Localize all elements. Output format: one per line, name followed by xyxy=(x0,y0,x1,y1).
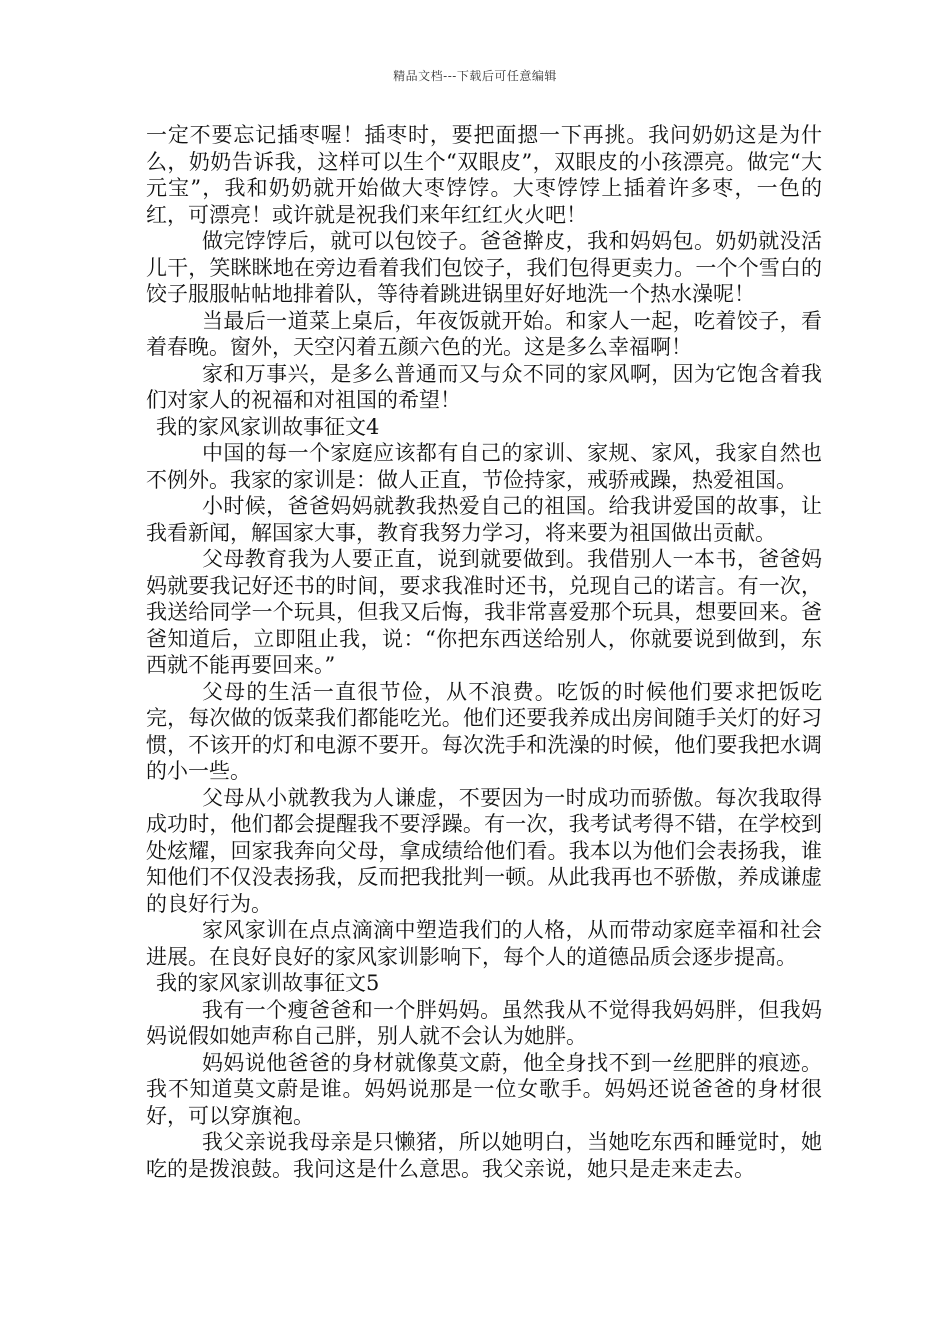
paragraph: 当最后一道菜上桌后，年夜饭就开始。和家人一起，吃着饺子，看着春晚。窗外，天空闪着五颜六色的光。这是多么幸福啊！ xyxy=(146,308,822,359)
page-header: 精品文档---下载后可任意编辑 xyxy=(393,69,557,83)
paragraph: 家风家训在点点滴滴中塑造我们的人格，从而带动家庭幸福和社会进展。在良好良好的家风家训影响下，每个人的道德品质会逐步提高。 xyxy=(146,918,822,969)
document-body xyxy=(146,122,822,1182)
paragraph: 家和万事兴，是多么普通而又与众不同的家风啊，因为它饱含着我们对家人的祝福和对祖国的希望！ xyxy=(146,361,822,412)
paragraph: 妈妈说他爸爸的身材就像莫文蔚，他全身找不到一丝肥胖的痕迹。我不知道莫文蔚是谁。妈妈说那是一位女歌手。妈妈还说爸爸的身材很好，可以穿旗袍。 xyxy=(146,1050,822,1128)
paragraph: 一定不要忘记插枣喔！插枣时，要把面摁一下再挑。我问奶奶这是为什么，奶奶告诉我，这样可以生个“双眼皮”，双眼皮的小孩漂亮。做完“大元宝”，我和奶奶就开始做大枣饽饽。大枣饽饽上插着许多枣，一色的红，可漂亮！或许就是祝我们来年红红火火吧！ xyxy=(146,123,822,227)
paragraph: 做完饽饽后，就可以包饺子。爸爸擀皮，我和妈妈包。奶奶就没活儿干，笑眯眯地在旁边看着我们包饺子，我们包得更卖力。一个个雪白的饺子服服帖帖地排着队，等待着跳进锅里好好地洗一个热水澡呢！ xyxy=(146,229,822,306)
paragraph: 小时候，爸爸妈妈就教我热爱自己的祖国。给我讲爱国的故事，让我看新闻，解国家大事，教育我努力学习，将来要为祖国做出贡献。 xyxy=(146,494,822,545)
section-heading: 我的家风家训故事征文5 xyxy=(156,971,380,995)
paragraph: 父母从小就教我为人谦虚，不要因为一时成功而骄傲。每次我取得成功时，他们都会提醒我不要浮躁。有一次，我考试考得不错，在学校到处炫耀，回家我奔向父母，拿成绩给他们看。我本以为他们会表扬我，谁知他们不仅没表扬我，反而把我批判一顿。从此我再也不骄傲，养成谦虚的良好行为。 xyxy=(146,785,822,916)
paragraph: 父母教育我为人要正直，说到就要做到。我借别人一本书，爸爸妈妈就要我记好还书的时间，要求我准时还书，兑现自己的诺言。有一次，我送给同学一个玩具，但我又后悔，我非常喜爱那个玩具，想要回来。爸爸知道后，立即阻止我，说：“你把东西送给别人，你就要说到做到，东西就不能再要回来。” xyxy=(146,547,822,677)
paragraph: 我有一个瘦爸爸和一个胖妈妈。虽然我从不觉得我妈妈胖，但我妈妈说假如她声称自己胖，别人就不会认为她胖。 xyxy=(146,997,822,1048)
paragraph: 父母的生活一直很节俭，从不浪费。吃饭的时候他们要求把饭吃完，每次做的饭菜我们都能吃光。他们还要我养成出房间随手关灯的好习惯，不该开的灯和电源不要开。每次洗手和洗澡的时候，他们要我把水调的小一些。 xyxy=(146,679,822,783)
section-heading: 我的家风家训故事征文4 xyxy=(156,414,380,439)
paragraph: 我父亲说我母亲是只懒猪，所以她明白，当她吃东西和睡觉时，她吃的是拨浪鼓。我问这是什么意思。我父亲说，她只是走来走去。 xyxy=(146,1130,822,1181)
paragraph: 中国的每一个家庭应该都有自己的家训、家规、家风，我家自然也不例外。我家的家训是：做人正直，节俭持家，戒骄戒躁，热爱祖国。 xyxy=(146,441,822,492)
